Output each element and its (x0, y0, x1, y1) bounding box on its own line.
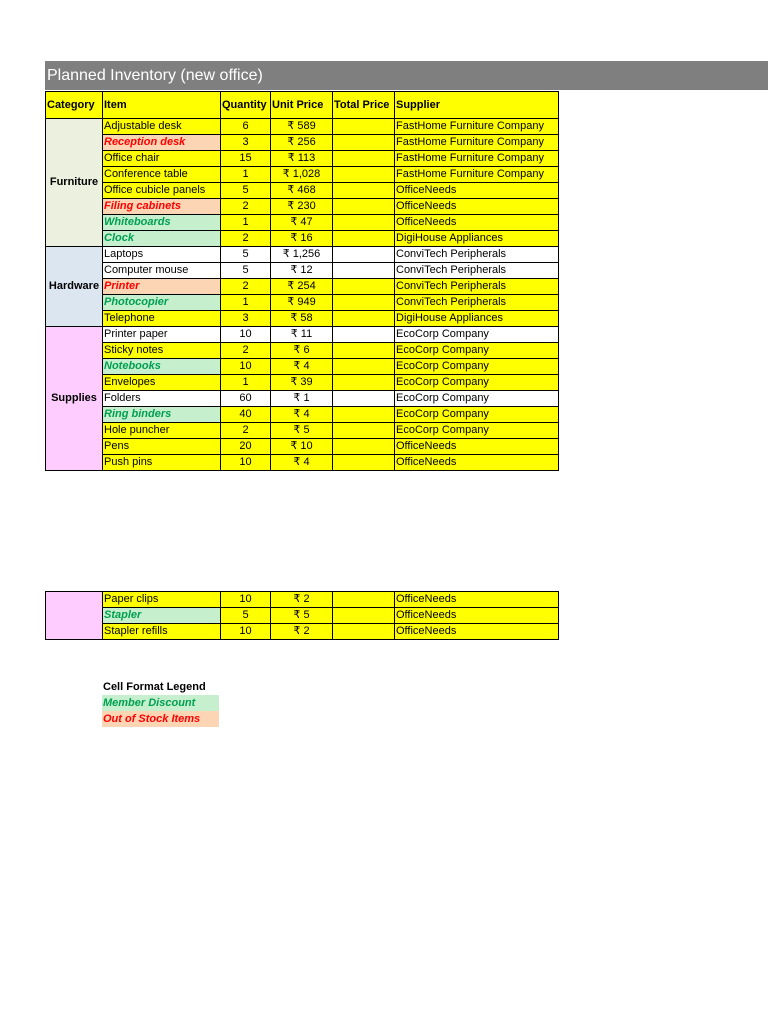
unit-price-cell[interactable]: ₹ 589 (271, 119, 333, 135)
supplier-cell[interactable]: OfficeNeeds (395, 624, 559, 640)
item-cell[interactable]: Ring binders (103, 407, 221, 423)
quantity-cell[interactable]: 1 (221, 295, 271, 311)
quantity-cell[interactable]: 3 (221, 311, 271, 327)
supplier-cell[interactable]: DigiHouse Appliances (395, 311, 559, 327)
item-cell[interactable]: Push pins (103, 455, 221, 471)
category-supplies[interactable]: Supplies (46, 327, 103, 471)
item-cell[interactable]: Telephone (103, 311, 221, 327)
table-row (46, 439, 559, 455)
supplier-cell[interactable]: DigiHouse Appliances (395, 231, 559, 247)
total-price-cell[interactable] (333, 199, 395, 215)
supplier-cell[interactable]: FastHome Furniture Company (395, 135, 559, 151)
table-row (46, 295, 559, 311)
item-cell[interactable]: Stapler (103, 608, 221, 624)
quantity-cell[interactable]: 6 (221, 119, 271, 135)
table-row (46, 183, 559, 199)
supplier-cell[interactable]: EcoCorp Company (395, 407, 559, 423)
unit-price-cell[interactable]: ₹ 1,256 (271, 247, 333, 263)
unit-price-cell[interactable]: ₹ 949 (271, 295, 333, 311)
total-price-cell[interactable] (333, 439, 395, 455)
item-cell[interactable]: Stapler refills (103, 624, 221, 640)
unit-price-cell[interactable]: ₹ 5 (271, 423, 333, 439)
quantity-cell[interactable]: 1 (221, 375, 271, 391)
item-cell[interactable]: Clock (103, 231, 221, 247)
category-furniture[interactable]: Furniture (46, 119, 103, 247)
quantity-cell[interactable]: 5 (221, 263, 271, 279)
unit-price-cell[interactable]: ₹ 2 (271, 592, 333, 608)
item-cell[interactable]: Paper clips (103, 592, 221, 608)
total-price-cell[interactable] (333, 215, 395, 231)
unit-price-cell[interactable]: ₹ 113 (271, 151, 333, 167)
table-row (46, 592, 559, 608)
unit-price-cell[interactable]: ₹ 4 (271, 455, 333, 471)
unit-price-cell[interactable]: ₹ 2 (271, 624, 333, 640)
supplier-cell[interactable]: OfficeNeeds (395, 439, 559, 455)
item-cell[interactable]: Pens (103, 439, 221, 455)
total-price-cell[interactable] (333, 592, 395, 608)
table-row (46, 151, 559, 167)
legend-out-of-stock: Out of Stock Items (102, 711, 219, 727)
supplier-cell[interactable]: OfficeNeeds (395, 183, 559, 199)
cell-format-legend (102, 679, 219, 727)
quantity-cell[interactable]: 1 (221, 167, 271, 183)
supplier-cell[interactable]: ConviTech Peripherals (395, 247, 559, 263)
header-unit-price[interactable]: Unit Price (271, 92, 333, 119)
table-row (46, 423, 559, 439)
header-item[interactable]: Item (103, 92, 221, 119)
quantity-cell[interactable]: 10 (221, 624, 271, 640)
supplier-cell[interactable]: EcoCorp Company (395, 375, 559, 391)
total-price-cell[interactable] (333, 343, 395, 359)
quantity-cell[interactable]: 2 (221, 199, 271, 215)
quantity-cell[interactable]: 5 (221, 608, 271, 624)
item-cell[interactable]: Printer paper (103, 327, 221, 343)
item-cell[interactable]: Printer (103, 279, 221, 295)
quantity-cell[interactable]: 10 (221, 327, 271, 343)
unit-price-cell[interactable]: ₹ 4 (271, 359, 333, 375)
unit-price-cell[interactable]: ₹ 230 (271, 199, 333, 215)
inventory-table (45, 91, 559, 471)
total-price-cell[interactable] (333, 327, 395, 343)
total-price-cell[interactable] (333, 608, 395, 624)
quantity-cell[interactable]: 2 (221, 423, 271, 439)
total-price-cell[interactable] (333, 183, 395, 199)
supplier-cell[interactable]: EcoCorp Company (395, 343, 559, 359)
category-supplies-continued[interactable] (46, 592, 103, 640)
header-total-price[interactable]: Total Price (333, 92, 395, 119)
total-price-cell[interactable] (333, 279, 395, 295)
item-cell[interactable]: Hole puncher (103, 423, 221, 439)
table-row (46, 375, 559, 391)
unit-price-cell[interactable]: ₹ 58 (271, 311, 333, 327)
item-cell[interactable]: Laptops (103, 247, 221, 263)
table-row (46, 608, 559, 624)
table-row (46, 199, 559, 215)
table-row (46, 343, 559, 359)
table-row (46, 167, 559, 183)
unit-price-cell[interactable]: ₹ 6 (271, 343, 333, 359)
supplier-cell[interactable]: ConviTech Peripherals (395, 295, 559, 311)
quantity-cell[interactable]: 2 (221, 343, 271, 359)
sheet-title: Planned Inventory (new office) (45, 61, 768, 90)
header-category[interactable]: Category (46, 92, 103, 119)
total-price-cell[interactable] (333, 119, 395, 135)
table-row (46, 359, 559, 375)
supplier-cell[interactable]: EcoCorp Company (395, 423, 559, 439)
unit-price-cell[interactable]: ₹ 1,028 (271, 167, 333, 183)
total-price-cell[interactable] (333, 231, 395, 247)
supplier-cell[interactable]: FastHome Furniture Company (395, 119, 559, 135)
quantity-cell[interactable]: 15 (221, 151, 271, 167)
item-cell[interactable]: Filing cabinets (103, 199, 221, 215)
unit-price-cell[interactable]: ₹ 254 (271, 279, 333, 295)
item-cell[interactable]: Whiteboards (103, 215, 221, 231)
quantity-cell[interactable]: 20 (221, 439, 271, 455)
quantity-cell[interactable]: 1 (221, 215, 271, 231)
quantity-cell[interactable]: 10 (221, 592, 271, 608)
table-row (46, 263, 559, 279)
item-cell[interactable]: Envelopes (103, 375, 221, 391)
supplier-cell[interactable]: ConviTech Peripherals (395, 263, 559, 279)
unit-price-cell[interactable]: ₹ 468 (271, 183, 333, 199)
total-price-cell[interactable] (333, 311, 395, 327)
item-cell[interactable]: Notebooks (103, 359, 221, 375)
item-cell[interactable]: Adjustable desk (103, 119, 221, 135)
unit-price-cell[interactable]: ₹ 256 (271, 135, 333, 151)
legend-title: Cell Format Legend (103, 681, 206, 693)
quantity-cell[interactable]: 10 (221, 455, 271, 471)
total-price-cell[interactable] (333, 167, 395, 183)
header-supplier[interactable]: Supplier (395, 92, 559, 119)
supplier-cell[interactable]: FastHome Furniture Company (395, 151, 559, 167)
table-row (46, 135, 559, 151)
header-row (46, 92, 559, 119)
total-price-cell[interactable] (333, 407, 395, 423)
unit-price-cell[interactable]: ₹ 1 (271, 391, 333, 407)
table-row (46, 215, 559, 231)
quantity-cell[interactable]: 5 (221, 247, 271, 263)
supplier-cell[interactable]: OfficeNeeds (395, 215, 559, 231)
supplier-cell[interactable]: ConviTech Peripherals (395, 279, 559, 295)
total-price-cell[interactable] (333, 263, 395, 279)
table-row (46, 407, 559, 423)
item-cell[interactable]: Reception desk (103, 135, 221, 151)
supplier-cell[interactable]: OfficeNeeds (395, 455, 559, 471)
unit-price-cell[interactable]: ₹ 39 (271, 375, 333, 391)
table-row (46, 391, 559, 407)
total-price-cell[interactable] (333, 455, 395, 471)
supplier-cell[interactable]: OfficeNeeds (395, 592, 559, 608)
supplier-cell[interactable]: EcoCorp Company (395, 391, 559, 407)
quantity-cell[interactable]: 3 (221, 135, 271, 151)
total-price-cell[interactable] (333, 624, 395, 640)
unit-price-cell[interactable]: ₹ 16 (271, 231, 333, 247)
table-row (46, 624, 559, 640)
item-cell[interactable]: Conference table (103, 167, 221, 183)
total-price-cell[interactable] (333, 391, 395, 407)
quantity-cell[interactable]: 60 (221, 391, 271, 407)
inventory-table-continued (45, 591, 559, 640)
total-price-cell[interactable] (333, 151, 395, 167)
supplier-cell[interactable]: OfficeNeeds (395, 608, 559, 624)
total-price-cell[interactable] (333, 247, 395, 263)
quantity-cell[interactable]: 10 (221, 359, 271, 375)
item-cell[interactable]: Computer mouse (103, 263, 221, 279)
header-quantity[interactable]: Quantity (221, 92, 271, 119)
total-price-cell[interactable] (333, 295, 395, 311)
total-price-cell[interactable] (333, 359, 395, 375)
quantity-cell[interactable]: 5 (221, 183, 271, 199)
supplier-cell[interactable]: FastHome Furniture Company (395, 167, 559, 183)
quantity-cell[interactable]: 2 (221, 279, 271, 295)
item-cell[interactable]: Photocopier (103, 295, 221, 311)
table-row (46, 247, 559, 263)
category-hardware[interactable]: Hardware (46, 247, 103, 327)
item-cell[interactable]: Folders (103, 391, 221, 407)
table-row (46, 311, 559, 327)
unit-price-cell[interactable]: ₹ 5 (271, 608, 333, 624)
table-row (46, 119, 559, 135)
unit-price-cell[interactable]: ₹ 47 (271, 215, 333, 231)
unit-price-cell[interactable]: ₹ 4 (271, 407, 333, 423)
supplier-cell[interactable]: OfficeNeeds (395, 199, 559, 215)
table-row (46, 279, 559, 295)
unit-price-cell[interactable]: ₹ 12 (271, 263, 333, 279)
total-price-cell[interactable] (333, 375, 395, 391)
unit-price-cell[interactable]: ₹ 11 (271, 327, 333, 343)
item-cell[interactable]: Office chair (103, 151, 221, 167)
item-cell[interactable]: Sticky notes (103, 343, 221, 359)
item-cell[interactable]: Office cubicle panels (103, 183, 221, 199)
table-row (46, 455, 559, 471)
unit-price-cell[interactable]: ₹ 10 (271, 439, 333, 455)
legend-member-discount: Member Discount (102, 695, 219, 711)
table-row (46, 327, 559, 343)
quantity-cell[interactable]: 2 (221, 231, 271, 247)
total-price-cell[interactable] (333, 423, 395, 439)
supplier-cell[interactable]: EcoCorp Company (395, 359, 559, 375)
table-row (46, 231, 559, 247)
quantity-cell[interactable]: 40 (221, 407, 271, 423)
total-price-cell[interactable] (333, 135, 395, 151)
supplier-cell[interactable]: EcoCorp Company (395, 327, 559, 343)
